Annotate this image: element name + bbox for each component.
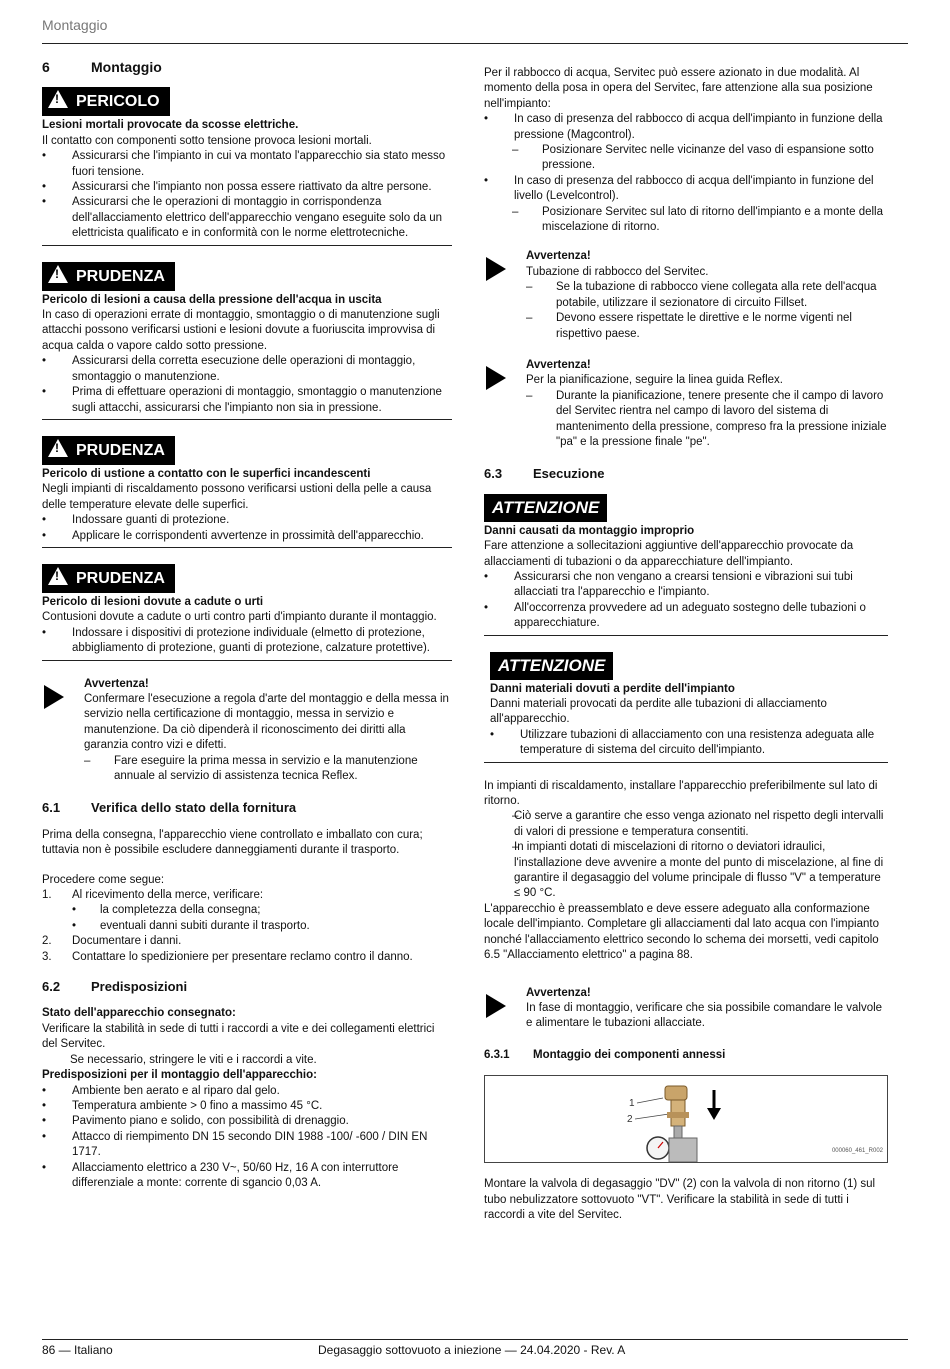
warning-title: Lesioni mortali provocate da scosse elettriche. (42, 119, 299, 132)
warning-list (42, 626, 452, 657)
caution-badge (42, 262, 175, 291)
section-number: 6 (42, 59, 50, 75)
arrow-right-icon (44, 685, 64, 709)
badge-label: PRUDENZA (76, 569, 165, 587)
section-title: Predisposizioni (91, 979, 188, 995)
attention-badge: ATTENZIONE (484, 494, 607, 522)
subheading: Predisposizioni per il montaggio dell'apparecchio: (42, 1069, 317, 1082)
paragraph: L'apparecchio è preassemblato e deve essere adeguato alla conformazione locale dell'impianto. Completare gli allacciamenti dal lato acqua con l'impianto nonché l'allacciamento elettrico secondo lo schema dei morsetti, vedi capitolo 6.5 "Allacciamento elettrico" a pagina 88. (484, 902, 879, 962)
note-text: Per la pianificazione, seguire la linea guida Reflex. (526, 374, 783, 387)
arrow-right-icon (486, 257, 506, 281)
warning-list (490, 728, 888, 759)
list-item: – Posizionare Servitec sul lato di ritorno dell'impianto e a monte della miscelazione di ritorno. (484, 205, 888, 236)
warning-triangle-icon (48, 439, 68, 457)
list-item: • Assicurarsi della corretta esecuzione delle operazioni di montaggio, smontaggio o manutenzione. (42, 354, 452, 385)
section-number: 6.2 (42, 979, 61, 995)
caution-badge (42, 436, 175, 465)
note-text: Confermare l'esecuzione a regola d'arte del montaggio e della messa in servizio nella certificazione di montaggio, messa in servizio e manutenzione. Da ciò dipenderà il riconoscimento dei diritti alla garanzia contro vizi e difetti. (84, 692, 449, 752)
list-item: • Pavimento piano e solido, con possibilità di drenaggio. (42, 1114, 452, 1129)
list-item: 1. Al ricevimento della merce, verificare: (42, 888, 452, 903)
requirements-list (42, 1084, 452, 1192)
list-item: • Ambiente ben aerato e al riparo dal gelo. (42, 1084, 452, 1099)
footer-page-number: 86 — Italiano (42, 1343, 113, 1357)
warning-text: Negli impianti di riscaldamento possono verificarsi ustioni della pelle a causa delle temperature elevate delle superfici. (42, 483, 432, 511)
paragraph: In impianti di riscaldamento, installare l'apparecchio preferibilmente sul lato di ritorno. (484, 779, 878, 808)
note-title: Avvertenza! (526, 250, 591, 263)
figure-label-1: 1 (629, 1098, 635, 1110)
caution-box (42, 262, 452, 420)
warning-triangle-icon (48, 90, 68, 108)
list-item: • Assicurarsi che non vengano a crearsi tensioni e vibrazioni sui tubi allacciati tra l'apparecchio e l'impianto. (484, 570, 888, 601)
spacer (42, 859, 452, 873)
arrow-right-icon (486, 994, 506, 1018)
note-list (84, 754, 452, 785)
warning-list (42, 354, 452, 416)
caution-badge (42, 564, 175, 593)
header-rule (42, 43, 908, 44)
section-title: Montaggio dei componenti annessi (533, 1048, 726, 1061)
list-item: • Assicurarsi che l'impianto in cui va montato l'apparecchio sia stato messo fuori tensione. (42, 149, 452, 180)
note-block (484, 249, 888, 341)
list-item: • Assicurarsi che le operazioni di montaggio in corrispondenza dell'allacciamento elettrico dell'apparecchio vengano eseguite solo da un elettricista qualificato e in conformità con le norme elettrotecniche. (42, 195, 452, 241)
warning-text: Danni materiali provocati da perdite alle tubazioni di allacciamento all'apparecchio. (490, 698, 827, 726)
warning-title: Pericolo di lesioni a causa della pressione dell'acqua in uscita (42, 293, 382, 306)
paragraph: Per il rabbocco di acqua, Servitec può essere azionato in due modalità. Al momento della posa in opera del Servitec, fare attenzione alla sua posizione nell'impianto: (484, 67, 873, 110)
note-title: Avvertenza! (84, 677, 149, 690)
list-item: • Allacciamento elettrico a 230 V~, 50/60 Hz, 16 A con interruttore differenziale a monte: corrente di sgancio 0,03 A. (42, 1161, 452, 1192)
list-item: – Posizionare Servitec nelle vicinanze del vaso di espansione sotto pressione. (484, 143, 888, 174)
section-number: 6.3.1 (484, 1048, 510, 1061)
subheading: Stato dell'apparecchio consegnato: (42, 1007, 236, 1020)
note-text: In fase di montaggio, verificare che sia possibile comandare le valvole e alimentare le tubazioni allacciate. (526, 1001, 883, 1030)
caution-box (42, 436, 452, 548)
list-item: • In caso di presenza del rabbocco di acqua dell'impianto in funzione della pressione (Magcontrol). (484, 112, 888, 143)
note-block (484, 358, 888, 450)
list-item: – Ciò serve a garantire che esso venga azionato nel rispetto degli intervalli di valori di pressione e temperatura consentiti. (484, 809, 888, 840)
list-item: – In impianti dotati di miscelazioni di ritorno o deviatori idraulici, l'installazione deve avvenire a monte del punto di miscelazione, al fine di garantire il degasaggio del volume principale di flusso "V" a temperature ≤ 90 °C. (484, 840, 888, 902)
left-column (42, 60, 452, 1191)
arrow-right-icon (486, 366, 506, 390)
list-item: – Se la tubazione di rabbocco viene collegata alla rete dell'acqua potabile, utilizzare il sezionatore di circuito Fillset. (526, 280, 888, 311)
note-block (42, 677, 452, 785)
list-item: • In caso di presenza del rabbocco di acqua dell'impianto in funzione del livello (Levelcontrol). (484, 174, 888, 205)
list-item: • All'occorrenza provvedere ad un adeguato sostegno delle tubazioni o apparecchiature. (484, 601, 888, 632)
note-text: Tubazione di rabbocco del Servitec. (526, 265, 709, 278)
list-item: • Indossare i dispositivi di protezione individuale (elmetto di protezione, abbigliamento di protezione, guanti di protezione, calzature protettive). (42, 626, 452, 657)
running-header: Montaggio (42, 17, 108, 33)
list-item: • Assicurarsi che l'impianto non possa essere riattivato da altre persone. (42, 180, 452, 195)
badge-label: PRUDENZA (76, 267, 165, 285)
section-number: 6.1 (42, 800, 61, 816)
section-number: 6.3 (484, 466, 503, 482)
right-column (484, 66, 888, 1223)
list-item: • eventuali danni subiti durante il trasporto. (42, 919, 452, 934)
paragraph: Montare la valvola di degasaggio "DV" (2) con la valvola di non ritorno (1) sul tubo nebulizzatore sottovuoto "VT". Verificare la stabilità in sede di tutti i raccordi a vite del Servitec. (484, 1178, 876, 1221)
warning-title: Danni materiali dovuti a perdite dell'impianto (490, 682, 735, 695)
note-title: Avvertenza! (526, 986, 591, 999)
paragraph: Procedere come segue: (42, 873, 165, 886)
list-item: • Temperatura ambiente > 0 fino a massimo 45 °C. (42, 1099, 452, 1114)
list-item: • Applicare le corrispondenti avvertenze in prossimità dell'apparecchio. (42, 529, 452, 544)
warning-list (42, 513, 452, 544)
section-title: Esecuzione (533, 466, 605, 482)
danger-badge (42, 87, 170, 116)
attention-box (484, 494, 888, 636)
list-item: • Indossare guanti di protezione. (42, 513, 452, 528)
section-title: Verifica dello stato della fornitura (91, 800, 297, 816)
section-6-3-heading (484, 466, 888, 481)
paragraph: Prima della consegna, l'apparecchio viene controllato e imballato con cura; tuttavia non è possibile escludere danneggiamenti durante il trasporto. (42, 828, 423, 857)
warning-text: Fare attenzione a sollecitazioni aggiuntive dell'apparecchio provocate da allacciamenti di tubazioni o da apparecchiature dell'impianto. (484, 540, 854, 568)
badge-label: PERICOLO (76, 93, 160, 111)
section-6-heading (42, 60, 452, 75)
list-item: – Durante la pianificazione, tenere presente che il campo di lavoro del Servitec rientra nel campo di lavoro del sistema di mantenimento della pressione, compreso fra la pressione iniziale "pa" e la pressione finale "pe". (526, 389, 888, 451)
list-item: • Utilizzare tubazioni di allacciamento con una resistenza adeguata alle temperature di sistema del circuito dell'impianto. (490, 728, 888, 759)
warning-title: Pericolo di ustione a contatto con le superfici incandescenti (42, 467, 371, 480)
note-list (526, 280, 888, 342)
warning-triangle-icon (48, 567, 68, 585)
valve-illustration (485, 1076, 889, 1162)
section-6-1-heading (42, 800, 452, 815)
paragraph: Se necessario, stringere le viti e i raccordi a vite. (70, 1053, 317, 1066)
danger-box (42, 87, 452, 245)
figure-code: 000060_461_R002 (831, 1147, 883, 1154)
figure-label-2: 2 (627, 1114, 633, 1126)
attention-box (484, 652, 888, 763)
section-6-2-heading (42, 979, 452, 994)
list-item: – Fare eseguire la prima messa in servizio e la manutenzione annuale al servizio di assistenza tecnica Reflex. (84, 754, 452, 785)
note-title: Avvertenza! (526, 358, 591, 371)
paragraph: Verificare la stabilità in sede di tutti i raccordi a vite e dei collegamenti elettrici del Servitec. (42, 1022, 435, 1051)
list-item: • Attacco di riempimento DN 15 secondo DIN 1988 -100/ -600 / DIN EN 1717. (42, 1130, 452, 1161)
caution-box (42, 564, 452, 661)
warning-list (42, 149, 452, 241)
list-item: 3. Contattare lo spedizioniere per presentare reclamo contro il danno. (42, 950, 452, 965)
list-item: 2. Documentare i danni. (42, 934, 452, 949)
warning-text: Il contatto con componenti sotto tensione provoca lesioni mortali. (42, 134, 372, 147)
attention-badge: ATTENZIONE (490, 652, 613, 680)
install-list (484, 809, 888, 901)
list-item: – Devono essere rispettate le direttive e le norme vigenti nel rispettivo paese. (526, 311, 888, 342)
footer-document-title: Degasaggio sottovuoto a iniezione — 24.04.2020 - Rev. A (318, 1343, 626, 1357)
figure-box (484, 1075, 888, 1163)
badge-label: PRUDENZA (76, 441, 165, 459)
warning-title: Pericolo di lesioni dovute a cadute o urti (42, 595, 264, 608)
note-list (526, 389, 888, 451)
warning-title: Danni causati da montaggio improprio (484, 524, 695, 537)
steps-list (42, 888, 452, 965)
section-title: Montaggio (91, 59, 162, 75)
warning-text: Contusioni dovute a cadute o urti contro parti d'impianto durante il montaggio. (42, 611, 437, 624)
note-block (484, 986, 888, 1032)
list-item: • la completezza della consegna; (42, 903, 452, 918)
list-item: • Prima di effettuare operazioni di montaggio, smontaggio o manutenzione sugli attacchi, assicurarsi che l'impianto non sia in pressione. (42, 385, 452, 416)
section-6-3-1-heading (484, 1048, 888, 1063)
warning-list (484, 570, 888, 632)
mode-list (484, 112, 888, 235)
warning-text: In caso di operazioni errate di montaggio, smontaggio o di manutenzione sugli attacchi possono verificarsi ustioni e lesioni dovute a fuoriuscita improvvisa di acqua calda o vapore caldo sotto pressione. (42, 309, 440, 352)
warning-triangle-icon (48, 265, 68, 283)
footer-rule (42, 1339, 908, 1340)
